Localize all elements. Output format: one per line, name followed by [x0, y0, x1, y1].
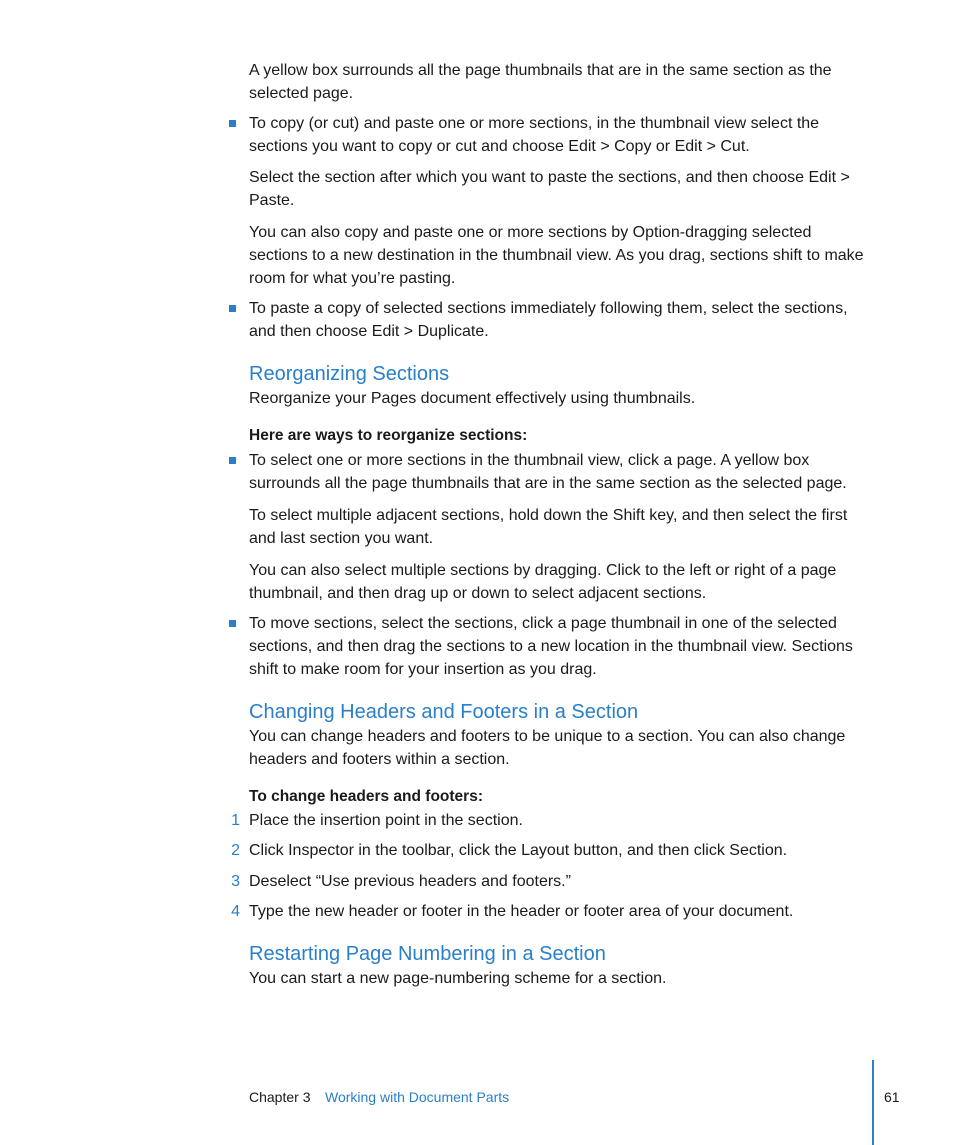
reorganizing-lead: Here are ways to reorganize sections:: [249, 427, 528, 444]
footer-chapter-title: Working with Document Parts: [325, 1089, 510, 1105]
step-text: Place the insertion point in the section.: [249, 812, 523, 829]
paragraph-paste: Select the section after which you want to paste the sections, and then choose Edit > Paste.: [249, 169, 850, 209]
page-numbering-intro: You can start a new page-numbering scheme for a section.: [249, 970, 667, 987]
paragraph-shift-select: To select multiple adjacent sections, hold down the Shift key, and then select the first and last section you want.: [249, 507, 848, 547]
step-number: 1: [231, 812, 240, 829]
paragraph-yellow-box: A yellow box surrounds all the page thumbnails that are in the same section as the selected page.: [249, 62, 832, 102]
bullet-select-sections: To select one or more sections in the thumbnail view, click a page. A yellow box surrounds all the page thumbnails that are in the same section as the selected page.: [249, 452, 847, 492]
step-number: 4: [231, 903, 240, 920]
step-number: 3: [231, 873, 240, 890]
step-text: Click Inspector in the toolbar, click the Layout button, and then click Section.: [249, 842, 788, 859]
step-number: 2: [231, 842, 240, 859]
paragraph-option-drag: You can also copy and paste one or more sections by Option-dragging selected sections to a new destination in the thumbnail view. As you drag, sections shift to make room for what you’re pasting.: [249, 224, 864, 287]
bullet-icon: [229, 305, 236, 312]
page-number: 61: [884, 1089, 900, 1105]
bullet-icon: [229, 620, 236, 627]
bullet-duplicate: To paste a copy of selected sections immediately following them, select the sections, and then choose Edit > Duplicate.: [249, 300, 848, 340]
bullet-copy-cut: To copy (or cut) and paste one or more sections, in the thumbnail view select the sections you want to copy or cut and choose Edit > Copy or Edit > Cut.: [249, 115, 820, 155]
bullet-icon: [229, 120, 236, 127]
headers-footers-intro: You can change headers and footers to be unique to a section. You can also change headers and footers within a section.: [249, 728, 846, 768]
heading-page-numbering: Restarting Page Numbering in a Section: [249, 943, 606, 965]
bullet-icon: [229, 457, 236, 464]
headers-footers-lead: To change headers and footers:: [249, 788, 483, 805]
step-text: Type the new header or footer in the header or footer area of your document.: [249, 903, 794, 920]
footer-divider: [872, 1060, 874, 1145]
heading-reorganizing-sections: Reorganizing Sections: [249, 363, 450, 385]
reorganizing-intro: Reorganize your Pages document effectively using thumbnails.: [249, 390, 696, 407]
step-text: Deselect “Use previous headers and footers.”: [249, 873, 571, 890]
footer-chapter: Chapter 3: [249, 1089, 311, 1105]
paragraph-drag-select: You can also select multiple sections by dragging. Click to the left or right of a page thumbnail, and then drag up or down to select adjacent sections.: [249, 562, 837, 602]
bullet-move-sections: To move sections, select the sections, click a page thumbnail in one of the selected sections, and then drag the sections to a new location in the thumbnail view. Sections shift to make room for your insertion as you drag.: [249, 615, 853, 678]
heading-headers-footers: Changing Headers and Footers in a Section: [249, 701, 639, 723]
